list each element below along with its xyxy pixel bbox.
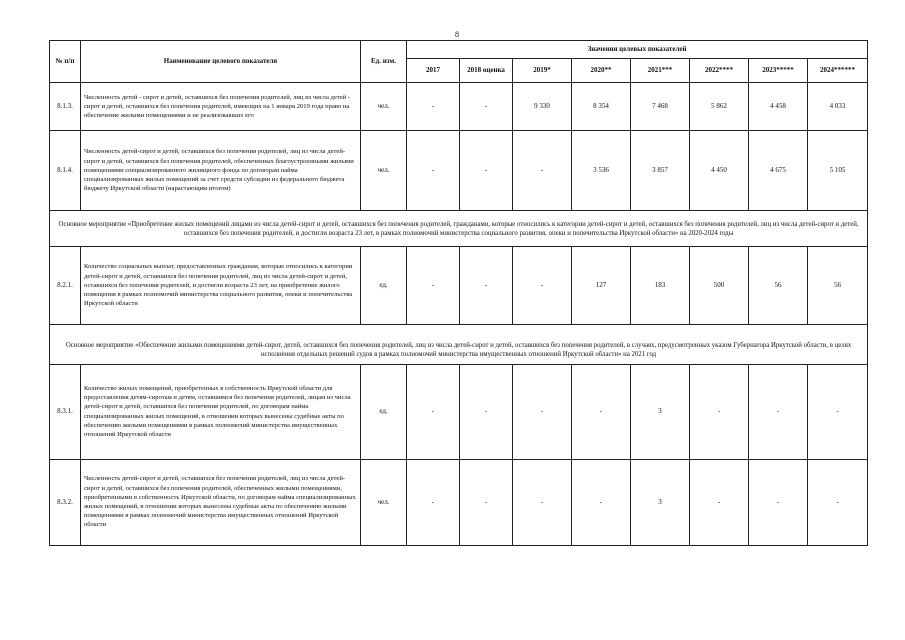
value-cell: 56 <box>808 247 868 325</box>
unit-cell: ед. <box>361 364 407 459</box>
table-row <box>50 83 868 131</box>
value-cell: - <box>513 459 572 545</box>
header-year: 2024****** <box>808 59 868 83</box>
value-cell: - <box>407 459 460 545</box>
value-cell: 8 354 <box>572 83 631 131</box>
value-cell: 9 330 <box>513 83 572 131</box>
value-cell: 3 <box>631 364 690 459</box>
header-year: 2018 оценка <box>460 59 513 83</box>
value-cell: - <box>572 364 631 459</box>
indicator-name: Количество жилых помещений, приобретенных в собственность Иркутской области для предоставления детям-сиротам и детям, оставшимся без попечения родителей, лицам из числа детей-сирот и детей, оставшихся без попечения родителей, по договорам найма специализированных жилых помещений, в отношении которых вынесены судебные акты по обеспечению жилыми помещениями в рамках полномочий министерства имущественных отношений Иркутской области <box>81 364 361 459</box>
value-cell: - <box>407 364 460 459</box>
header-year: 2023***** <box>749 59 808 83</box>
header-name: Наименование целевого показателя <box>81 41 361 83</box>
header-num: № п/п <box>50 41 81 83</box>
value-cell: - <box>460 83 513 131</box>
header-unit: Ед. изм. <box>361 41 407 83</box>
value-cell: - <box>407 247 460 325</box>
header-year: 2020** <box>572 59 631 83</box>
page-number: 8 <box>455 30 459 39</box>
value-cell: - <box>749 364 808 459</box>
header-year: 2017 <box>407 59 460 83</box>
value-cell: 7 468 <box>631 83 690 131</box>
header-year: 2021*** <box>631 59 690 83</box>
header-year: 2022**** <box>690 59 749 83</box>
row-number: 8.1.4. <box>50 131 81 211</box>
value-cell: 3 <box>631 459 690 545</box>
header-year: 2019* <box>513 59 572 83</box>
value-cell: - <box>572 459 631 545</box>
value-cell: - <box>513 131 572 211</box>
section-row <box>50 336 868 364</box>
table-row <box>50 247 868 325</box>
value-cell: 500 <box>690 247 749 325</box>
value-cell: - <box>690 459 749 545</box>
value-cell: - <box>513 364 572 459</box>
spacer-row <box>50 325 868 337</box>
row-number: 8.3.2. <box>50 459 81 545</box>
row-number: 8.1.3. <box>50 83 81 131</box>
header-values: Значения целевых показателей <box>407 41 868 59</box>
value-cell: 127 <box>572 247 631 325</box>
value-cell: - <box>808 459 868 545</box>
value-cell: 4 450 <box>690 131 749 211</box>
section-title: Основное мероприятие «Обеспечение жилыми помещениями детей-сирот, детей, оставшихся без попечения родителей, лиц из числа детей-сирот и детей, оставшихся без попечения родителей, в случаях, предусмотренных указом Губернатора Иркутской области, в целях исполнения отдельных решений судов в рамках полномочий министерства имущественных отношений Иркутской области» на 2021 год <box>50 336 868 364</box>
indicator-name: Численность детей-сирот и детей, оставшихся без попечения родителей, лиц из числа детей-сирот и детей, оставшихся без попечения родителей, обеспеченных благоустроенными жилыми помещениями специализированного жилищного фонда по договорам найма специализированных жилых помещений за счет средств субсидии из федерального бюджета бюджету Иркутской области (нарастающим итогом) <box>81 131 361 211</box>
value-cell: 4 033 <box>808 83 868 131</box>
section-title: Основное мероприятие «Приобретение жилых помещений лицами из числа детей-сирот и детей, оставшихся без попечения родителей, гражданами, которые относились к категории детей-сирот и детей, оставшихся без попечения родителей, лиц из числа детей-сирот и детей, оставшихся без попечения родителей, и достигли возраста 23 лет, в рамках полномочий министерства социального развития, опеки и попечительства Иркутской области» на 2020-2024 годы <box>50 211 868 247</box>
target-indicators-table <box>49 40 868 546</box>
value-cell: - <box>749 459 808 545</box>
section-row <box>50 211 868 247</box>
indicator-name: Количество социальных выплат, предоставленных гражданам, которые относились к категории детей-сирот и детей, оставшихся без попечения родителей, лиц из числа детей-сирот и детей, оставшихся без попечения родителей, и достигли возраста 23 лет, на приобретение жилого помещения в рамках полномочий министерства социального развития, опеки и попечительства Иркутской области <box>81 247 361 325</box>
indicator-name: Численность детей-сирот и детей, оставшихся без попечения родителей, лиц из числа детей-сирот и детей, оставшихся без попечения родителей, обеспеченных жилыми помещениями, приобретенными в собственность Иркутской области, по договорам найма специализированных жилых помещений, в отношении которых вынесены судебные акты по обеспечению жилыми помещениями в рамках полномочий министерства имущественных отношений Иркутской области <box>81 459 361 545</box>
value-cell: - <box>460 364 513 459</box>
value-cell: - <box>460 459 513 545</box>
value-cell: - <box>808 364 868 459</box>
value-cell: - <box>460 247 513 325</box>
value-cell: 5 862 <box>690 83 749 131</box>
value-cell: 3 536 <box>572 131 631 211</box>
value-cell: - <box>513 247 572 325</box>
value-cell: - <box>407 83 460 131</box>
table-row <box>50 131 868 211</box>
value-cell: 183 <box>631 247 690 325</box>
value-cell: 3 857 <box>631 131 690 211</box>
unit-cell: ед. <box>361 247 407 325</box>
row-number: 8.2.1. <box>50 247 81 325</box>
unit-cell: чел. <box>361 83 407 131</box>
value-cell: 5 105 <box>808 131 868 211</box>
unit-cell: чел. <box>361 131 407 211</box>
table-row <box>50 364 868 459</box>
value-cell: - <box>407 131 460 211</box>
value-cell: 56 <box>749 247 808 325</box>
value-cell: 4 675 <box>749 131 808 211</box>
table-row <box>50 459 868 545</box>
indicator-name: Численность детей - сирот и детей, оставшихся без попечения родителей, лиц из числа детей - сирот и детей, оставшихся без попечения родителей, имеющих на 1 января 2019 года право на обеспечение жилыми помещениями и не реализовавших его <box>81 83 361 131</box>
value-cell: - <box>690 364 749 459</box>
value-cell: 4 458 <box>749 83 808 131</box>
value-cell: - <box>460 131 513 211</box>
unit-cell: чел. <box>361 459 407 545</box>
row-number: 8.3.1. <box>50 364 81 459</box>
